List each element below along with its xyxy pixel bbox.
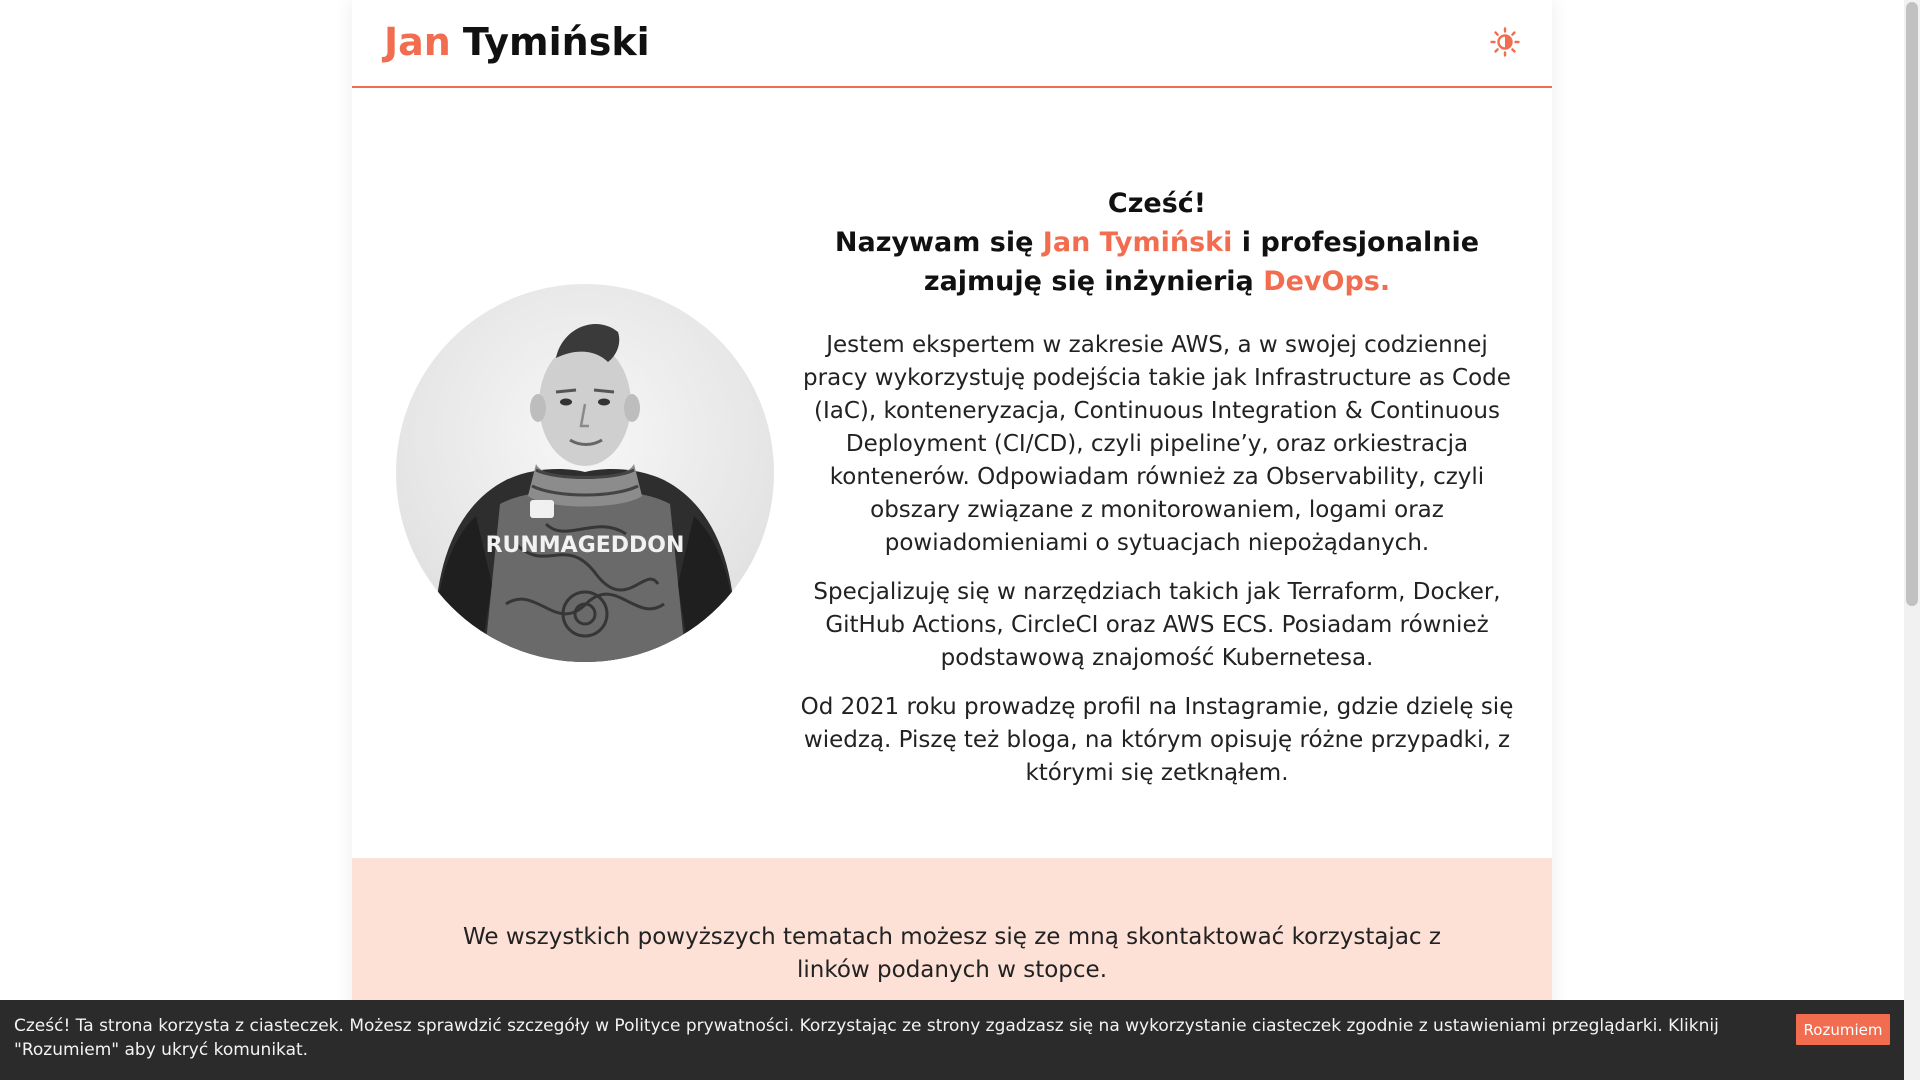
cookie-banner <box>0 1000 1904 1080</box>
shirt-text: RUNMAGEDDON <box>485 533 685 558</box>
theme-toggle-button[interactable] <box>1490 27 1520 57</box>
bio-paragraph-2: Specjalizuję się w narzędziach takich jak Terraform, Docker, GitHub Actions, CircleCI oraz AWS ECS. Posiadam również podstawową znajomość Kubernetesa. <box>813 579 1501 671</box>
greeting-line2-prefix: Nazywam się <box>834 227 1043 258</box>
logo-first-name: Jan <box>384 20 451 64</box>
cookie-text: Cześć! Ta strona korzysta z ciasteczek. Możesz sprawdzić szczegóły w Polityce prywatności. Korzystając ze strony zgadzasz się na wykorzystanie ciasteczek zgodnie z ustawieniami przeglądarki. Kliknij "Rozumiem" aby ukryć komunikat. <box>14 1016 1719 1060</box>
intro-text-column <box>792 184 1522 790</box>
greeting-heading <box>792 184 1522 301</box>
contact-text: We wszystkich powyższych tematach możesz się ze mną skontaktować korzystajac z linków podanych w stopce. <box>463 924 1441 983</box>
greeting-line3-prefix: zajmuję się inżynierią <box>923 266 1264 297</box>
greeting-line2-suffix: i profesjonalnie <box>1232 227 1480 258</box>
cookie-accept-button[interactable]: Rozumiem <box>1796 1014 1890 1045</box>
scrollbar-thumb[interactable] <box>1906 2 1918 606</box>
logo-last-name: Tymiński <box>462 20 650 64</box>
site-logo[interactable] <box>384 18 650 66</box>
bio-paragraph-1: Jestem ekspertem w zakresie AWS, a w swojej codziennej pracy wykorzystuję podejścia takie jak Infrastructure as Code (IaC), konteneryzacja, Continuous Integration & Continuous Deployment (CI/CD), czyli pipeline’y, oraz orkiestracja kontenerów. Odpowiadam również za Observability, czyli obszary związane z monitorowaniem, logami oraz powiadomieniami o sytuacjach niepożądanych. <box>803 332 1511 556</box>
portrait-image <box>396 284 774 662</box>
bio-paragraph-3: Od 2021 roku prowadzę profil na Instagramie, gdzie dzielę się wiedzą. Piszę też bloga, na którym opisuję różne przypadki, z którymi się zetknąłem. <box>800 694 1514 786</box>
greeting-devops: DevOps. <box>1263 266 1391 297</box>
page-scrollbar[interactable] <box>1904 0 1920 1080</box>
sun-icon <box>1490 27 1520 57</box>
avatar <box>396 284 774 662</box>
greeting-name: Jan Tymiński <box>1042 227 1233 258</box>
intro-section <box>352 88 1552 858</box>
page-container <box>352 0 1552 1080</box>
site-header <box>352 0 1552 88</box>
greeting-line1: Cześć! <box>1107 188 1207 219</box>
